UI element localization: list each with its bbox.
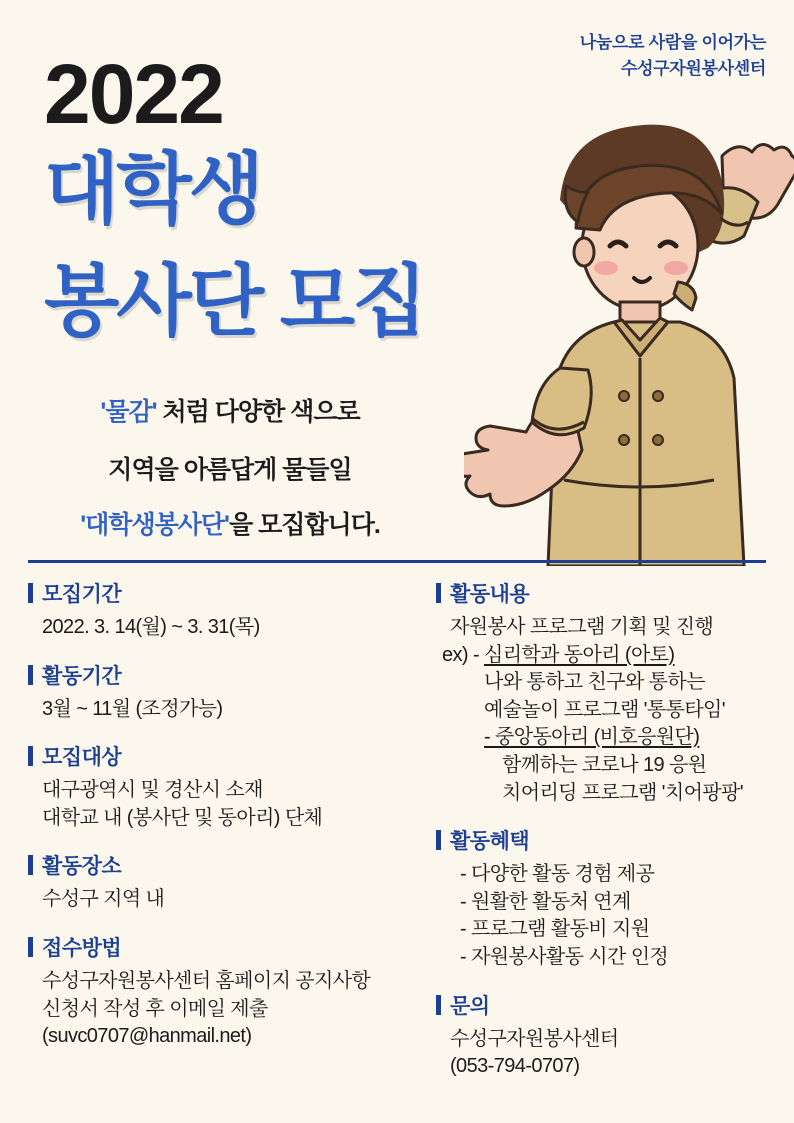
heading-text: 문의 (450, 994, 490, 1018)
bar-icon (436, 995, 441, 1015)
block-heading (28, 741, 428, 771)
year-heading: 2022 (44, 47, 223, 141)
bar-icon (28, 583, 33, 603)
block-heading (28, 660, 428, 690)
example-1-detail-2: 예술놀이 프로그램 '통통타임' (484, 698, 725, 721)
activity-example-1 (442, 642, 786, 670)
org-name: 수성구자원봉사센터 (620, 58, 766, 78)
heading-text: 활동내용 (450, 583, 530, 606)
heading-text: 모집대상 (42, 746, 122, 770)
activity-example-2 (484, 724, 786, 752)
subtitle-quote-team: '대학생봉사단' (80, 511, 229, 539)
activity-intro: 자원봉사 프로그램 기획 및 진행 (450, 616, 714, 638)
heading-text: 활동혜택 (450, 830, 530, 854)
body-line: 대구광역시 및 경산시 소재 (42, 779, 263, 802)
example-label: ex) - (442, 643, 484, 666)
bar-icon (436, 830, 441, 850)
example-2-detail-1: 함께하는 코로나 19 응원 (502, 753, 707, 776)
block-benefits (436, 825, 786, 971)
block-recruit-period (28, 578, 428, 642)
subtitle-line-1-rest: 처럼 다양한 색으로 (156, 398, 360, 426)
example-2-title: - 중앙동아리 (비호응원단) (484, 726, 700, 749)
contact-org: 수성구자원봉사센터 (450, 1027, 619, 1050)
block-heading (436, 990, 786, 1020)
email-line: (suvc0707@hanmail.net) (42, 1025, 252, 1048)
right-info-column (436, 578, 786, 1099)
block-target (28, 741, 428, 832)
block-heading (436, 825, 786, 855)
block-heading (28, 932, 428, 962)
left-info-column (28, 578, 428, 1069)
block-application-method (28, 932, 428, 1051)
benefit-item: - 프로그램 활동비 지원 (460, 918, 650, 941)
subtitle-line-3 (0, 505, 460, 541)
organization-label (580, 30, 766, 81)
heading-text: 접수방법 (42, 936, 122, 960)
bar-icon (28, 665, 33, 685)
body-line: 3월 ~ 11월 (조정가능) (42, 697, 223, 720)
block-activity-content (436, 578, 786, 807)
title-line-2: 봉사단 모집 (44, 257, 425, 345)
block-location (28, 850, 428, 914)
body-line: 대학교 내 (봉사단 및 동아리) 단체 (42, 806, 323, 829)
divider (28, 560, 766, 563)
bar-icon (28, 937, 33, 957)
body-line: 수성구 지역 내 (42, 888, 165, 911)
org-tagline: 나눔으로 사람을 이어가는 (579, 33, 766, 52)
example-1-detail-1: 나와 통하고 친구와 통하는 (484, 671, 705, 694)
subtitle-line-2: 지역을 아름답게 물들일 (108, 456, 352, 484)
benefit-item: - 자원봉사활동 시간 인정 (460, 945, 669, 968)
block-heading (28, 578, 428, 608)
example-2-detail-2: 치어리딩 프로그램 '치어팡팡' (502, 781, 743, 804)
bar-icon (28, 855, 33, 875)
block-heading (28, 850, 428, 880)
subtitle-line-1 (0, 392, 460, 428)
subtitle-line-3-rest: 을 모집합니다. (229, 511, 380, 539)
contact-phone: (053-794-0707) (450, 1055, 580, 1078)
heading-text: 활동기간 (42, 664, 122, 688)
benefit-item: - 다양한 활동 경험 제공 (460, 863, 655, 886)
block-contact (436, 990, 786, 1081)
block-heading (436, 578, 786, 608)
title-line-1: 대학생 (44, 145, 262, 233)
body-line: 2022. 3. 14(월) ~ 3. 31(목) (42, 616, 260, 638)
subtitle-quote-paint: '물감' (100, 398, 157, 426)
heading-text: 모집기간 (42, 583, 122, 606)
body-line: 수성구자원봉사센터 홈페이지 공지사항 (42, 969, 371, 992)
bar-icon (28, 746, 33, 766)
bar-icon (436, 583, 441, 603)
benefit-item: - 원활한 활동처 연계 (460, 890, 631, 913)
body-line: 신청서 작성 후 이메일 제출 (42, 997, 268, 1020)
example-1-title: 심리학과 동아리 (아토) (483, 643, 675, 666)
volunteer-illustration (464, 96, 794, 566)
heading-text: 활동장소 (42, 855, 122, 879)
block-activity-period (28, 660, 428, 724)
